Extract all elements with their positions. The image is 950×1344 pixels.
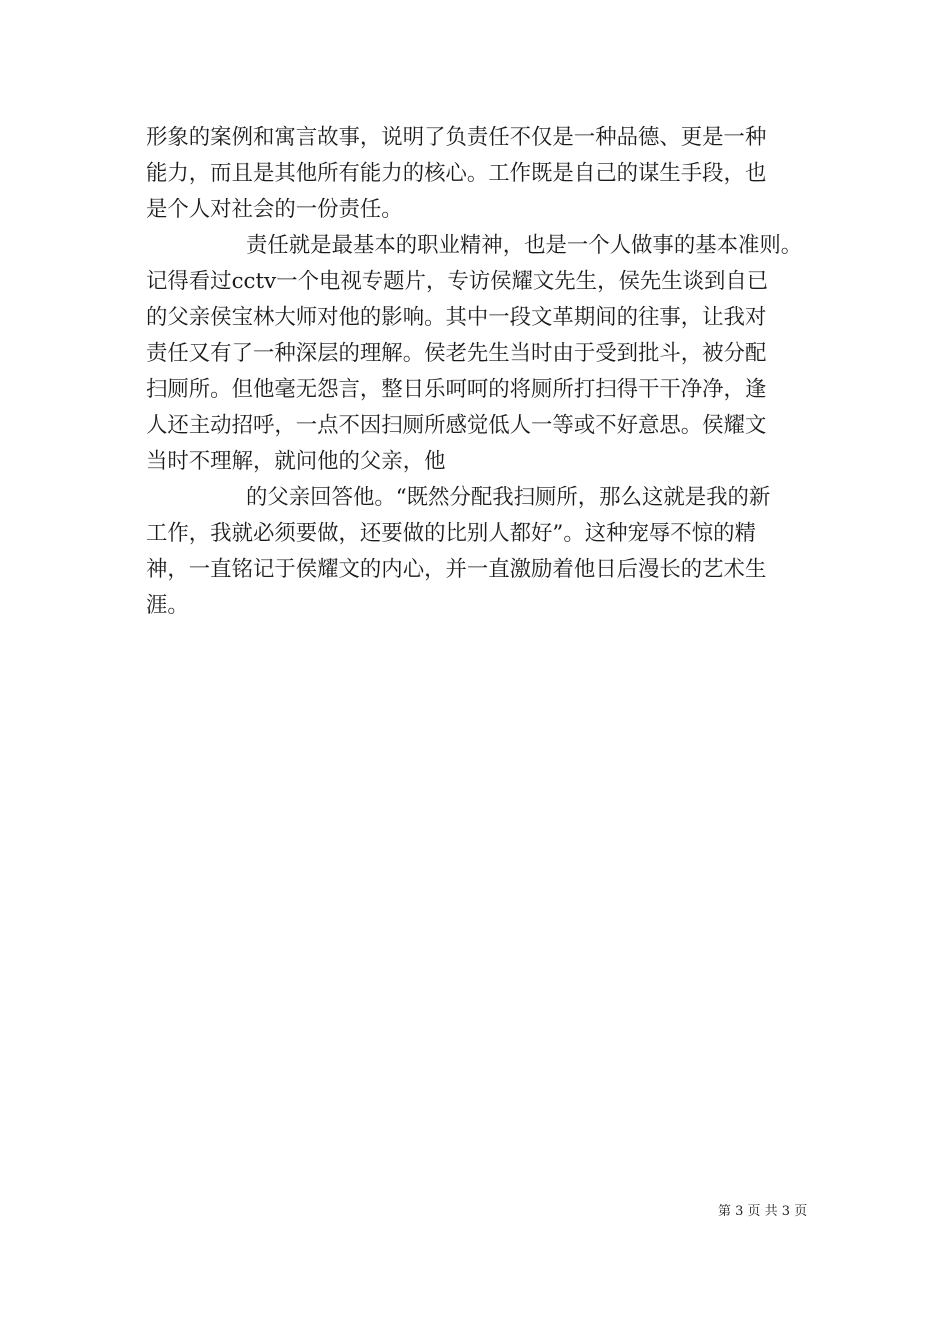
text-line: 的父亲侯宝林大师对他的影响。其中一段文革期间的往事，让我对 — [146, 305, 767, 330]
text-line: 人还主动招呼，一点不因扫厕所感觉低人一等或不好意思。侯耀文 — [146, 413, 767, 438]
text-line: 责任又有了一种深层的理解。侯老先生当时由于受到批斗，被分配 — [146, 341, 767, 366]
paragraph-first-line: 的父亲回答他。“既然分配我扫厕所，那么这就是我的新 — [246, 485, 771, 510]
text-line: 工作，我就必须要做，还要做的比别人都好”。这种宠辱不惊的精 — [146, 521, 756, 546]
paragraph-first-line: 责任就是最基本的职业精神，也是一个人做事的基本准则。 — [246, 233, 803, 258]
text-line: 当时不理解，就问他的父亲，他 — [146, 449, 446, 474]
page-number: 第 3 页 共 3 页 — [718, 1204, 808, 1219]
text-line: 扫厕所。但他毫无怨言，整日乐呵呵的将厕所打扫得干干净净，逢 — [146, 377, 767, 402]
text-line: 是个人对社会的一份责任。 — [146, 197, 403, 222]
text-line: 形象的案例和寓言故事，说明了负责任不仅是一种品德、更是一种 — [146, 125, 767, 150]
document-body — [146, 120, 814, 624]
text-line: 记得看过cctv一个电视专题片，专访侯耀文先生，侯先生谈到自已 — [146, 269, 769, 294]
text-line: 涯。 — [146, 593, 189, 618]
text-line: 神，一直铭记于侯耀文的内心，并一直激励着他日后漫长的艺术生 — [146, 557, 767, 582]
text-line: 能力，而且是其他所有能力的核心。工作既是自己的谋生手段，也 — [146, 161, 767, 186]
